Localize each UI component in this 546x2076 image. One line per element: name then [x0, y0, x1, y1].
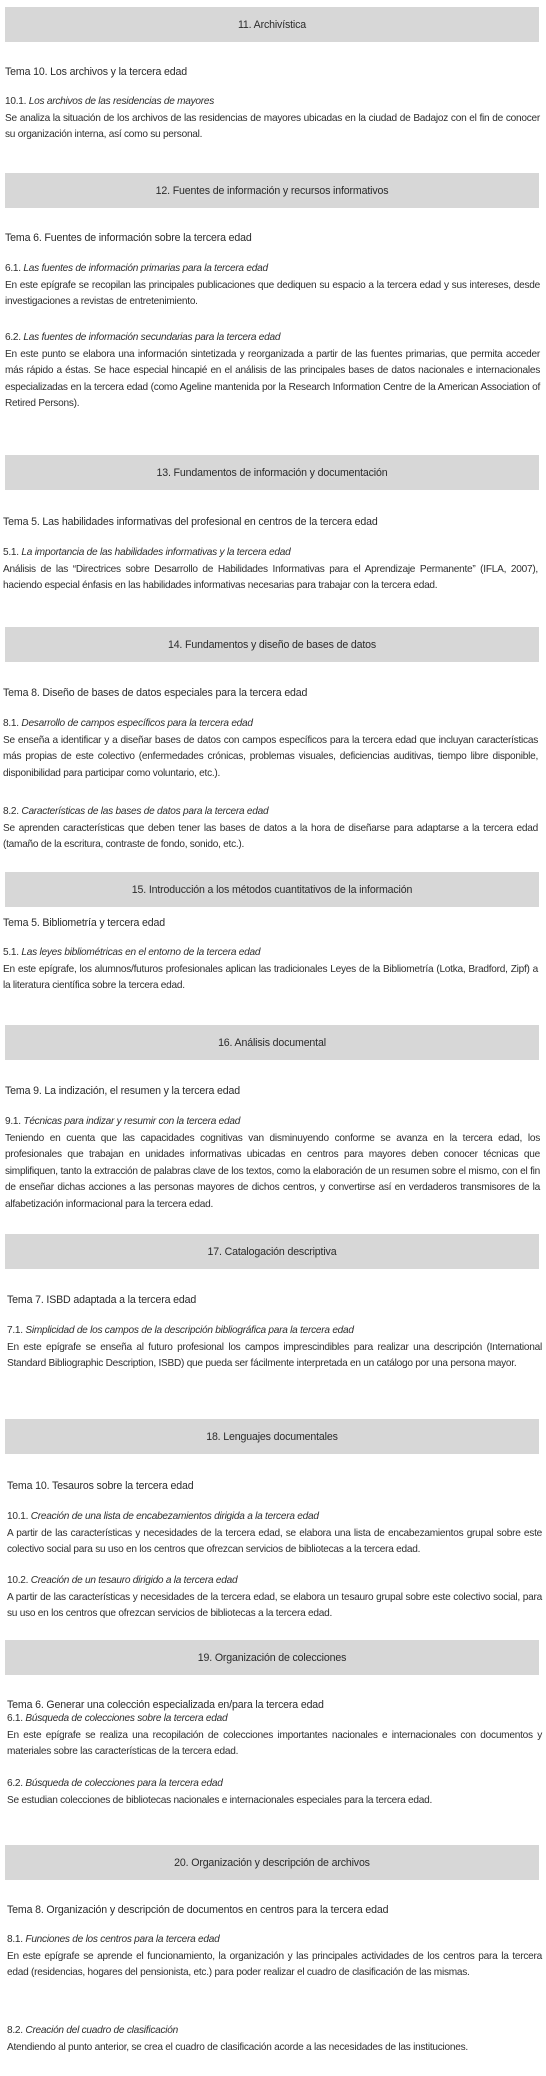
subsection-title: Búsqueda de colecciones sobre la tercera edad	[25, 1713, 228, 1724]
subsection-body: En este epígrafe se recopilan las principales publicaciones que dediquen su espacio a la tercera edad y sus intereses, desde investigaciones a revistas de entretenimiento.	[5, 279, 540, 307]
subsection	[3, 716, 538, 782]
section-header: 14. Fundamentos y diseño de bases de datos	[5, 627, 539, 662]
section-header: 13. Fundamentos de información y documentación	[5, 455, 539, 490]
subsection-body: Atendiendo al punto anterior, se crea el cuadro de clasificación acorde a las necesidades de las instituciones.	[7, 2041, 468, 2053]
subsection-body: Se enseña a identificar y a diseñar bases de datos con campos específicos para la tercera edad que incluyan características más propias de este colectivo (enfermedades crónicas, problemas visuales, deficiencias auditivas, tiempo libre disponible, disponibilidad para participar como voluntario, etc.).	[3, 734, 538, 779]
subsection-body: En este epígrafe, los alumnos/futuros profesionales aplican las tradicionales Leyes de la Bibliometría (Lotka, Bradford, Zipf) a la literatura científica sobre la tercera edad.	[3, 963, 538, 991]
subsection	[7, 1573, 542, 1623]
subsection-body: Teniendo en cuenta que las capacidades cognitivas van disminuyendo conforme se avanza en la tercera edad, los profesionales que trabajan en unidades informativas ubicadas en centros para mayores deben conocer técnicas que simplifiquen, tanto la extracción de palabras clave de los textos, como la elaboración de un resumen sobre el mismo, con el fin de enseñar dichas acciones a las personas mayores de dichos centros, y convertirse así en verdaderos transmisores de la alfabetización informacional para la tercera edad.	[5, 1132, 540, 1210]
subsection-body: En este epígrafe se enseña al futuro profesional los campos imprescindibles para realizar una descripción (International Standard Bibliographic Description, ISBD) que pueda ser fácilmente interpretada en un catálogo por una persona mayor.	[7, 1341, 542, 1369]
subsection-number: 10.1.	[5, 96, 27, 107]
subsection-body: Análisis de las “Directrices sobre Desarrollo de Habilidades Informativas para el Aprendizaje Permanente” (IFLA, 2007), haciendo especial énfasis en las habilidades informativas necesarias para trabajar con la tercera edad.	[3, 563, 538, 591]
tema-heading: Tema 8. Diseño de bases de datos especiales para la tercera edad	[3, 687, 308, 699]
subsection-title: Los archivos de las residencias de mayores	[28, 96, 215, 107]
subsection-number: 8.1.	[7, 1934, 23, 1945]
subsection-number: 5.1.	[3, 947, 19, 958]
subsection	[7, 1323, 542, 1373]
subsection	[7, 1509, 542, 1559]
subsection-body: En este epígrafe se realiza una recopilación de colecciones importantes nacionales e internacionales con documentos y materiales sobre las características de la tercera edad.	[7, 1729, 542, 1757]
section-header: 12. Fuentes de información y recursos informativos	[5, 173, 539, 208]
subsection-title: Técnicas para indizar y resumir con la tercera edad	[23, 1116, 241, 1127]
subsection	[7, 1932, 542, 1982]
tema-heading: Tema 7. ISBD adaptada a la tercera edad	[7, 1294, 197, 1306]
subsection	[7, 1776, 542, 1809]
tema-heading: Tema 6. Fuentes de información sobre la tercera edad	[5, 232, 252, 244]
tema-heading: Tema 10. Los archivos y la tercera edad	[5, 66, 187, 78]
section-header: 20. Organización y descripción de archivos	[5, 1845, 539, 1880]
subsection-title: Creación de una lista de encabezamientos dirigida a la tercera edad	[30, 1511, 319, 1522]
section-header: 17. Catalogación descriptiva	[5, 1234, 539, 1269]
subsection-title: La importancia de las habilidades informativas y la tercera edad	[21, 547, 291, 558]
subsection-body: A partir de las características y necesidades de la tercera edad, se elabora una lista de encabezamientos grupal sobre este colectivo social para su uso en los centros que ofrezcan servicios de bibliotecas a la tercera edad.	[7, 1527, 542, 1555]
subsection-title: Las leyes bibliométricas en el entorno de la tercera edad	[21, 947, 261, 958]
subsection	[7, 1711, 542, 1761]
subsection-title: Las fuentes de información secundarias para la tercera edad	[23, 332, 281, 343]
tema-heading: Tema 9. La indización, el resumen y la tercera edad	[5, 1085, 240, 1097]
subsection-number: 7.1.	[7, 1325, 23, 1336]
subsection-title: Funciones de los centros para la tercera edad	[25, 1934, 220, 1945]
subsection-number: 6.2.	[7, 1778, 23, 1789]
subsection-title: Simplicidad de los campos de la descripción bibliográfica para la tercera edad	[25, 1325, 354, 1336]
subsection-number: 6.2.	[5, 332, 21, 343]
section-header: 18. Lenguajes documentales	[5, 1419, 539, 1454]
subsection-body: Se estudian colecciones de bibliotecas nacionales e internacionales especiales para la tercera edad.	[7, 1794, 433, 1806]
subsection-title: Búsqueda de colecciones para la tercera edad	[25, 1778, 223, 1789]
subsection-title: Características de las bases de datos para la tercera edad	[21, 806, 269, 817]
subsection-title: Desarrollo de campos específicos para la tercera edad	[21, 718, 253, 729]
subsection-body: En este punto se elabora una información sintetizada y reorganizada a partir de las fuentes primarias, que permita acceder más rápido a éstas. Se hace especial hincapié en el análisis de las principales bases de datos nacionales e internacionales especializadas en la tercera edad (como Ageline mantenida por la Research Information Centre de la American Association of Retired Persons).	[5, 348, 540, 409]
subsection	[7, 2023, 542, 2056]
subsection-number: 8.2.	[7, 2025, 23, 2036]
subsection	[5, 261, 540, 311]
subsection	[5, 330, 540, 413]
subsection	[3, 945, 538, 995]
subsection	[3, 804, 538, 854]
subsection	[5, 94, 540, 144]
subsection	[5, 1114, 540, 1213]
subsection-body: Se analiza la situación de los archivos de las residencias de mayores ubicadas en la ciudad de Badajoz con el fin de conocer su organización interna, así como su personal.	[5, 112, 540, 140]
subsection-number: 5.1.	[3, 547, 19, 558]
tema-heading: Tema 5. Las habilidades informativas del profesional en centros de la tercera edad	[3, 516, 378, 528]
subsection-title: Las fuentes de información primarias para la tercera edad	[23, 263, 268, 274]
subsection-number: 6.1.	[5, 263, 21, 274]
subsection-body: Se aprenden características que deben tener las bases de datos a la hora de diseñarse para adaptarse a la tercera edad (tamaño de la escritura, contraste de fondo, sonido, etc.).	[3, 822, 538, 850]
tema-heading: Tema 10. Tesauros sobre la tercera edad	[7, 1480, 194, 1492]
subsection-number: 10.2.	[7, 1575, 29, 1586]
subsection-body: A partir de las características y necesidades de la tercera edad, se elabora un tesauro grupal sobre este colectivo social, para su uso en los centros que ofrezcan servicios de bibliotecas a la tercera edad.	[7, 1591, 542, 1619]
subsection-number: 9.1.	[5, 1116, 21, 1127]
subsection	[3, 545, 538, 595]
subsection-number: 6.1.	[7, 1713, 23, 1724]
subsection-body: En este epígrafe se aprende el funcionamiento, la organización y las principales actividades de los centros para la tercera edad (residencias, hogares del pensionista, etc.) para poder realizar el cuadro de clasificación de las mismas.	[7, 1950, 542, 1978]
tema-heading: Tema 6. Generar una colección especializada en/para la tercera edad	[7, 1699, 324, 1711]
section-header: 16. Análisis documental	[5, 1025, 539, 1060]
section-header: 19. Organización de colecciones	[5, 1640, 539, 1675]
tema-heading: Tema 5. Bibliometría y tercera edad	[3, 917, 165, 929]
subsection-title: Creación del cuadro de clasificación	[25, 2025, 178, 2036]
subsection-number: 8.1.	[3, 718, 19, 729]
section-header: 11. Archivística	[5, 7, 539, 42]
section-header: 15. Introducción a los métodos cuantitativos de la información	[5, 872, 539, 907]
subsection-number: 10.1.	[7, 1511, 29, 1522]
tema-heading: Tema 8. Organización y descripción de documentos en centros para la tercera edad	[7, 1904, 389, 1916]
subsection-title: Creación de un tesauro dirigido a la tercera edad	[30, 1575, 238, 1586]
subsection-number: 8.2.	[3, 806, 19, 817]
